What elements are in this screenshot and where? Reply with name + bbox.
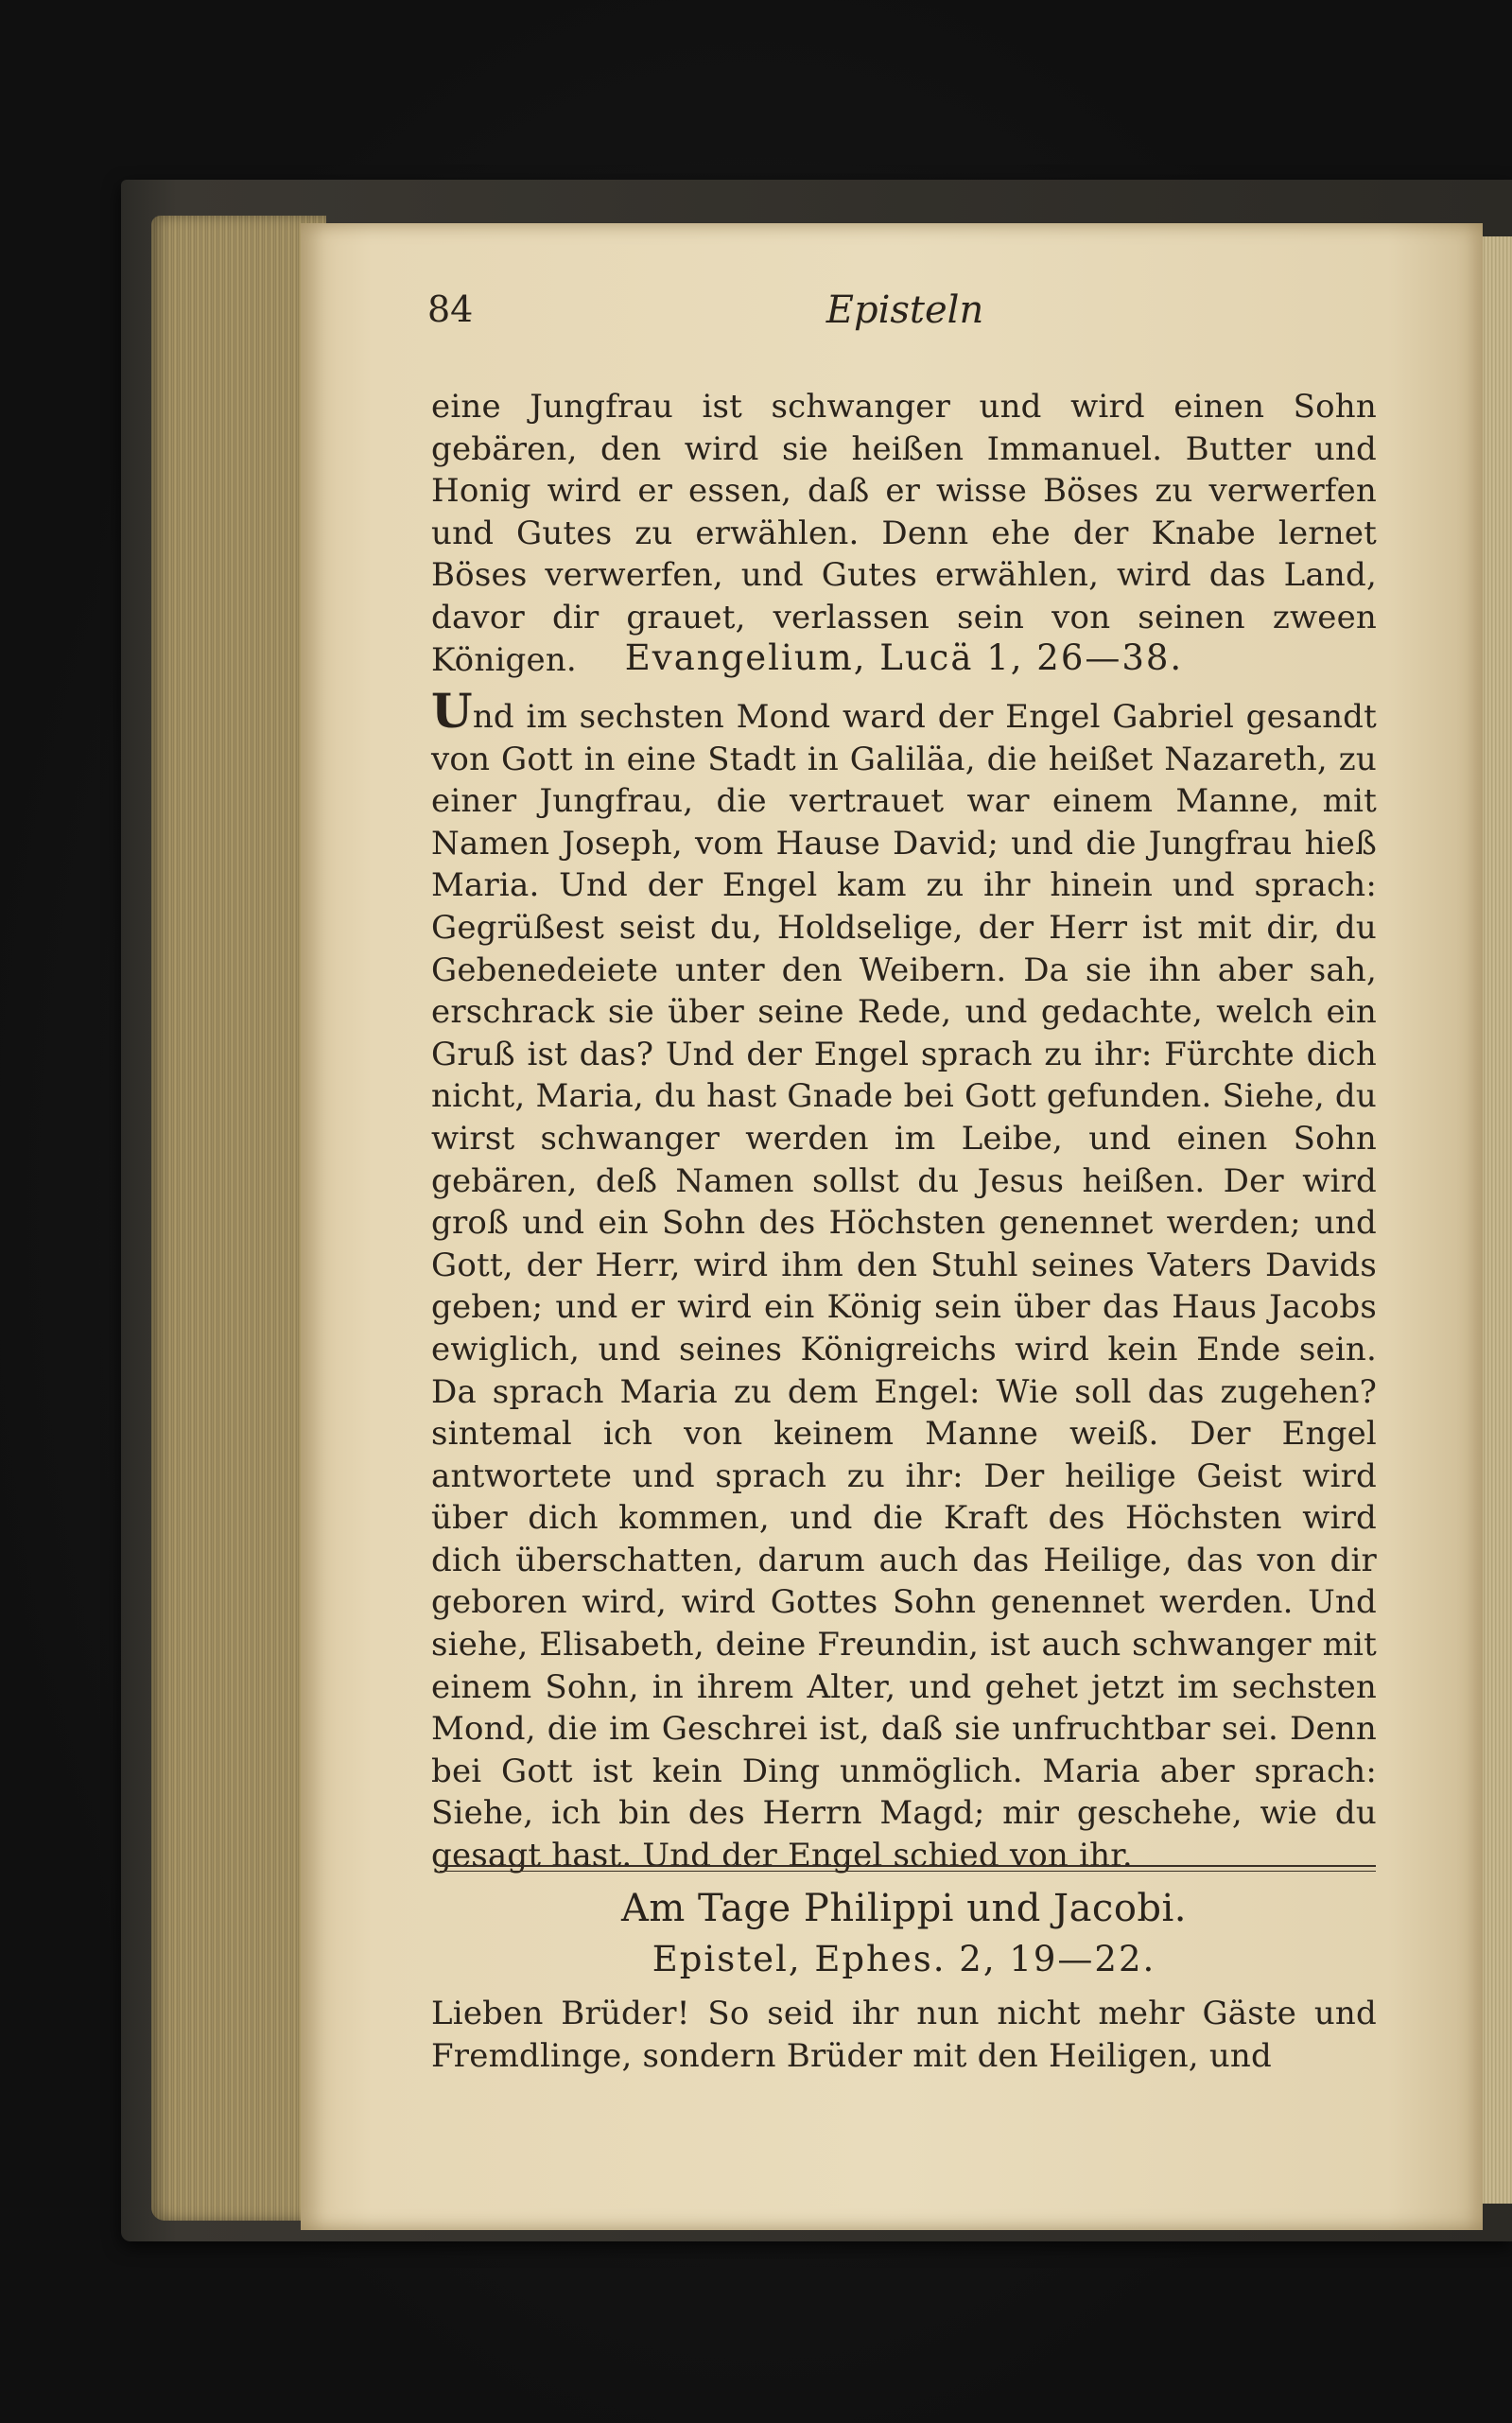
epistle-text: Lieben Brüder! So seid ihr nun nicht mehr Gäste und Fremdlinge, sondern Brüder mit den Heiligen, und [431,1995,1377,2075]
right-page-edges [1481,236,1512,2204]
gospel-text-block [431,683,1377,1877]
page-number: 84 [427,288,474,330]
feast-title: Am Tage Philippi und Jacobi. [620,1887,1188,1930]
epistle-heading: Epistel, Ephes. 2, 19—22. [652,1939,1156,1979]
passage-end-text: eine Jungfrau ist schwanger und wird einen Sohn gebären, den wird sie heißen Immanuel. Butter und Honig wird er essen, daß er wisse Böses zu verwerfen und Gutes zu erwählen. Denn ehe der Knabe lernet Böses verwerfen, und Gutes erwählen, wird das Land, davor dir grauet, verlassen sein von seinen zween Königen. [431,388,1377,679]
gospel-heading: Evangelium, Lucä 1, 26—38. [624,637,1184,678]
section-divider [440,1865,1376,1872]
running-head: Episteln [826,288,984,332]
page-header [427,288,1382,336]
gospel-initial: U [431,683,473,739]
gospel-text: nd im sechsten Mond ward der Engel Gabriel gesandt von Gott in eine Stadt in Galiläa, die heißet Nazareth, zu einer Jungfrau, die vertrauet war einem Manne, mit Namen Joseph, vom Hause David; und die Jungfrau hieß Maria. Und der Engel kam zu ihr hinein und sprach: Gegrüßest seist du, Holdselige, der Herr ist mit dir, du Gebenedeiete unter den Weibern. Da sie ihn aber sah, erschrack sie über seine Rede, und gedachte, welch ein Gruß ist das? Und der Engel sprach zu ihr: Fürchte dich nicht, Maria, du hast Gnade bei Gott gefunden. Siehe, du wirst schwanger werden im Leibe, und einen Sohn gebären, deß Namen sollst du Jesus heißen. Der wird groß und ein Sohn des Höchsten genennet werden; und Gott, der Herr, wird ihm den Stuhl seines Vaters Davids geben; und er wird ein König sein über das Haus Jacobs ewiglich, und seines Königreichs wird kein Ende sein. Da sprach Maria zu dem Engel: Wie soll das zugehen? sintemal ich von keinem Manne weiß. Der Engel antwortete und sprach zu ihr: Der heilige Geist wird über dich kommen, und die Kraft des Höchsten wird dich überschatten, darum auch das Heilige, das von dir geboren wird, wird Gottes Sohn genennet werden. Und siehe, Elisabeth, deine Freundin, ist auch schwanger mit einem Sohn, in ihrem Alter, und gehet jetzt im sechsten Mond, die im Geschrei ist, daß sie unfruchtbar sei. Denn bei Gott ist kein Ding unmöglich. Maria aber sprach: Siehe, ich bin des Herrn Magd; mir geschehe, wie du gesagt hast. Und der Engel schied von ihr. [431,698,1377,1875]
